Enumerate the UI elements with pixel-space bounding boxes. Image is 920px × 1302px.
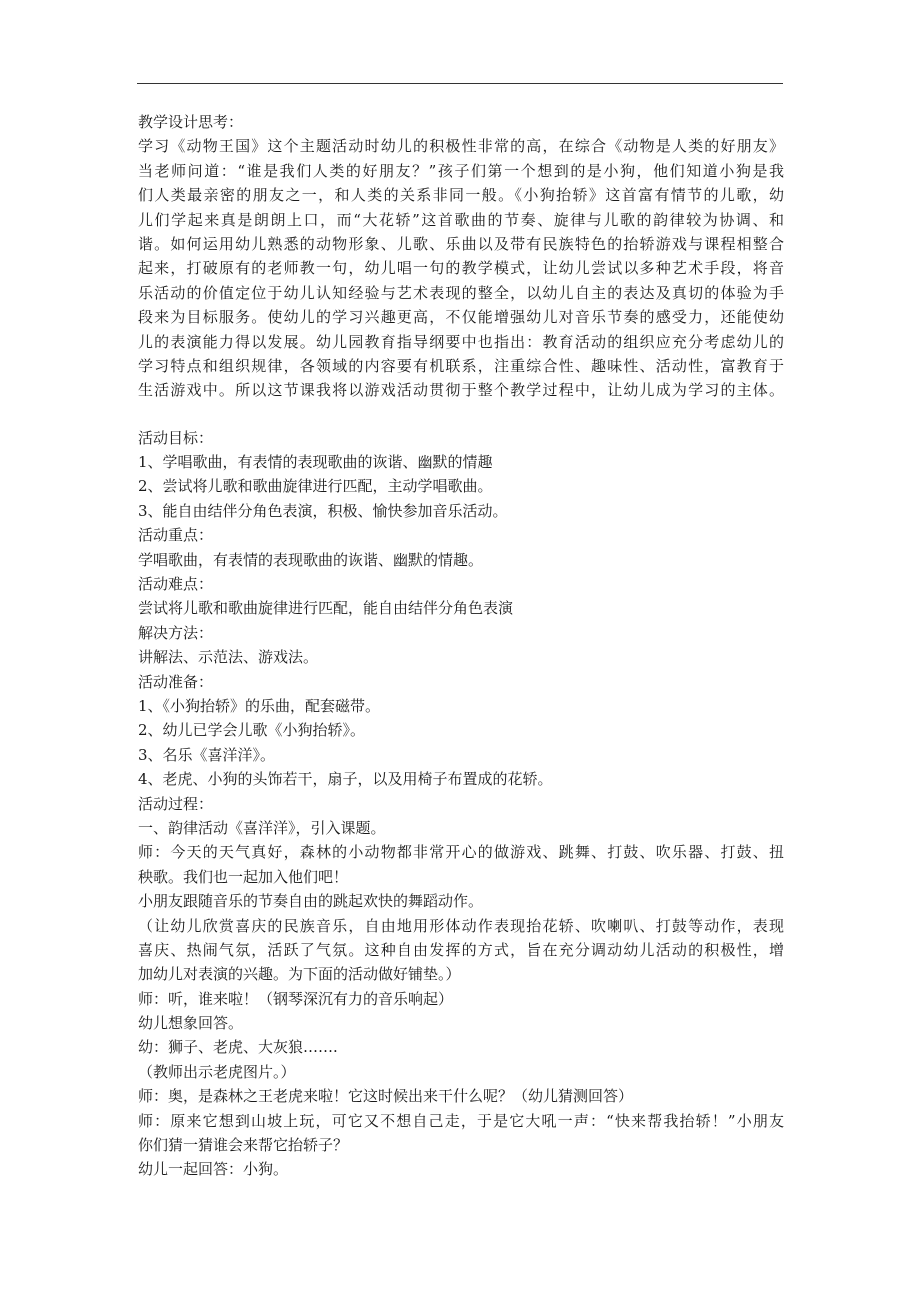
- intro-line: 段来为目标服务。使幼儿的学习兴趣更高，不仅能增强幼儿对音乐节奏的感受力，还能使幼: [138, 308, 784, 327]
- process-line: 幼儿想象回答。: [138, 1014, 244, 1033]
- goals-heading: 活动目标：: [138, 428, 214, 447]
- intro-line: 学习《动物王国》这个主题活动时幼儿的积极性非常的高，在综合《动物是人类的好朋友》: [138, 137, 784, 156]
- intro-line: 们人类最亲密的朋友之一，和人类的关系非同一般。《小狗抬轿》这首富有情节的儿歌，幼: [138, 186, 784, 205]
- prep-heading: 活动准备：: [138, 672, 214, 691]
- intro-line: 乐活动的价值定位于幼儿认知经验与艺术表现的整全，以幼儿自主的表达及真切的体验为手: [138, 283, 784, 302]
- process-line: 秧歌。我们也一起加入他们吧！: [138, 867, 349, 886]
- method-heading: 解决方法：: [138, 623, 214, 642]
- process-line: 师：原来它想到山坡上玩，可它又不想自己走，于是它大吼一声：“快来帮我抬轿！”小朋友: [138, 1111, 784, 1130]
- process-line: 小朋友跟随音乐的节奏自由的跳起欢快的舞蹈动作。: [138, 892, 484, 911]
- difficulty-heading: 活动难点：: [138, 575, 214, 594]
- intro-line: 儿们学起来真是朗朗上口，而“大花轿”这首歌曲的节奏、旋律与儿歌的韵律较为协调、和: [138, 210, 784, 229]
- process-line: 幼：狮子、老虎、大灰狼…….: [138, 1038, 338, 1057]
- intro-line: 儿的表演能力得以发展。幼儿园教育指导纲要中也指出：教育活动的组织应充分考虑幼儿的: [138, 332, 784, 351]
- focus-text: 学唱歌曲，有表情的表现歌曲的诙谐、幽默的情趣。: [138, 550, 484, 569]
- process-line: 师：今天的天气真好，森林的小动物都非常开心的做游戏、跳舞、打鼓、吹乐器、打鼓、扭: [138, 843, 784, 862]
- process-line: （让幼儿欣赏喜庆的民族音乐，自由地用形体动作表现抬花轿、吹喇叭、打鼓等动作，表现: [138, 916, 784, 935]
- prep-item: 2、幼儿已学会儿歌《小狗抬轿》。: [138, 721, 366, 740]
- prep-item: 4、老虎、小狗的头饰若干，扇子，以及用椅子布置成的花轿。: [138, 770, 553, 789]
- intro-line: 起来，打破原有的老师教一句，幼儿唱一句的教学模式，让幼儿尝试以多种艺术手段，将音: [138, 259, 784, 278]
- process-line: 加幼儿对表演的兴趣。为下面的活动做好铺垫。）: [138, 965, 461, 984]
- process-line: 喜庆、热闹气氛，活跃了气氛。这种自由发挥的方式，旨在充分调动幼儿活动的积极性，增: [138, 940, 784, 959]
- section-gap: [138, 403, 784, 426]
- process-line: 师：听，谁来啦！（钢琴深沉有力的音乐响起）: [138, 989, 454, 1008]
- process-line: 幼儿一起回答：小狗。: [138, 1160, 289, 1179]
- intro-heading: 教学设计思考：: [138, 113, 244, 131]
- process-line: 一、韵律活动《喜洋洋》，引入课题。: [138, 818, 386, 837]
- process-line: 师：奥，是森林之王老虎来啦！它这时候出来干什么呢？（幼儿猜测回答）: [138, 1087, 634, 1106]
- process-line: 你们猜一猜谁会来帮它抬轿子？: [138, 1136, 349, 1155]
- difficulty-text: 尝试将儿歌和歌曲旋律进行匹配，能自由结伴分角色表演: [138, 599, 514, 618]
- goal-item: 1、学唱歌曲，有表情的表现歌曲的诙谐、幽默的情趣: [138, 453, 493, 472]
- document-body: [138, 110, 784, 1182]
- process-heading: 活动过程：: [138, 794, 214, 813]
- method-text: 讲解法、示范法、游戏法。: [138, 648, 319, 667]
- focus-heading: 活动重点：: [138, 526, 214, 545]
- intro-line: 当老师问道：“谁是我们人类的好朋友？”孩子们第一个想到的是小狗，他们知道小狗是我: [138, 161, 784, 180]
- intro-line: 学习特点和组织规律，各领域的内容要有机联系，注重综合性、趣味性、活动性，富教育于: [138, 356, 784, 375]
- prep-item: 1、《小狗抬轿》的乐曲，配套磁带。: [138, 696, 381, 715]
- prep-item: 3、名乐《喜洋洋》。: [138, 745, 276, 764]
- goal-item: 2、尝试将儿歌和歌曲旋律进行匹配，主动学唱歌曲。: [138, 477, 493, 496]
- goal-item: 3、能自由结伴分角色表演，积极、愉快参加音乐活动。: [138, 501, 508, 520]
- intro-line: 谐。如何运用幼儿熟悉的动物形象、儿歌、乐曲以及带有民族特色的抬轿游戏与课程相整合: [138, 234, 784, 253]
- process-line: （教师出示老虎图片。）: [138, 1062, 296, 1081]
- intro-line: 生活游戏中。所以这节课我将以游戏活动贯彻于整个教学过程中，让幼儿成为学习的主体。: [138, 381, 784, 400]
- header-rule: [137, 83, 783, 84]
